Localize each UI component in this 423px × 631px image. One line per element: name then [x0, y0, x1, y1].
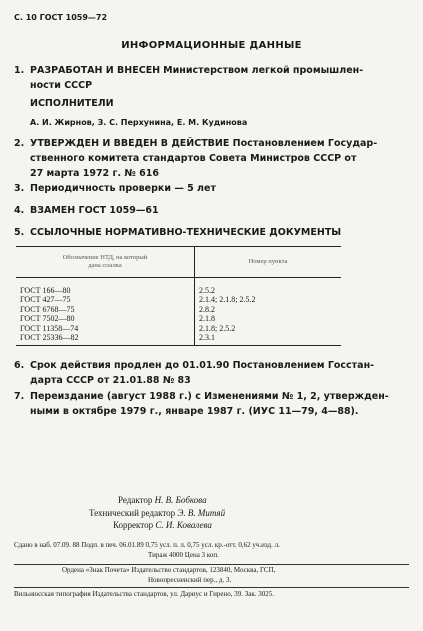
page-title: ИНФОРМАЦИОННЫЕ ДАННЫЕ: [121, 40, 302, 51]
item-number: 6.: [14, 360, 25, 371]
item-number: 7.: [14, 391, 25, 402]
table-header-clause: Номер пункта: [195, 247, 342, 278]
imprint-line: Сдано в наб. 07.09. 88 Подп. в печ. 06.01.89 0,75 усл. п. л. 0,75 усл. кр.-отт. 0,62 уч.изд. л.: [14, 541, 280, 549]
item-7-line2: ными в октябре 1979 г., январе 1987 г. (ИУС 11—79, 4—88).: [30, 406, 359, 417]
header-text: дана ссылка: [88, 262, 122, 269]
tech-editor-role: Технический редактор: [89, 507, 176, 518]
item-4-text: ВЗАМЕН ГОСТ 1059—61: [30, 205, 159, 216]
doc-cell: ГОСТ 6768—75: [16, 305, 195, 314]
item-2-line2: ственного комитета стандартов Совета Министров СССР от: [30, 153, 357, 164]
clause-cell: 2.1.4; 2.1.8; 2.5.2: [199, 295, 256, 305]
item-2-line1: Постановлением Государ-: [232, 138, 378, 149]
clause-cell: 2.1.8: [199, 314, 215, 324]
imprint-line: Тираж 4000 Цена 3 коп.: [148, 551, 219, 559]
table-row: [16, 305, 341, 314]
doc-cell: ГОСТ 7502—80: [16, 314, 195, 323]
item-number: 2.: [14, 138, 25, 149]
staff-credits: [89, 494, 226, 532]
table-row: [16, 314, 341, 323]
doc-cell: ГОСТ 25336—82: [16, 333, 195, 346]
editor-role: Редактор: [118, 495, 153, 505]
imprint-line: Новопресненский пер., д. 3.: [148, 576, 232, 584]
item-6-text: [30, 358, 374, 388]
item-6-line1: Срок действия продлен до 01.01.90 Постановлением Госстан-: [30, 360, 375, 371]
divider: [14, 587, 409, 588]
header-text: Обозначение НТД, на который: [62, 254, 148, 261]
item-number: 4.: [14, 205, 25, 216]
table-header-document: [16, 247, 195, 278]
item-7-line1: Переиздание (август 1988 г.) с Изменениями № 1, 2, утвержден-: [30, 391, 389, 402]
item-1-heading: РАЗРАБОТАН И ВНЕСЕН: [30, 65, 161, 76]
corrector-role: Корректор: [113, 520, 154, 530]
item-5-text: ССЫЛОЧНЫЕ НОРМАТИВНО-ТЕХНИЧЕСКИЕ ДОКУМЕНТЫ: [30, 227, 342, 238]
item-number: 1.: [14, 65, 25, 76]
clause-cell: 2.3.1: [195, 333, 342, 346]
item-7-text: [30, 389, 389, 419]
tech-editor-name: Э. В. Митяй: [177, 507, 226, 518]
item-number: 5.: [14, 227, 25, 238]
page-header: С. 10 ГОСТ 1059—72: [14, 13, 108, 22]
imprint-line: Ордена «Знак Почета» Издательство стандартов, 123840, Москва, ГСП,: [62, 566, 276, 574]
item-1-line1: Министерством легкой промышлен-: [163, 65, 364, 76]
table-row: [16, 324, 341, 333]
clause-cell: 2.5.2: [199, 286, 215, 295]
clause-cell: 2.8.2: [199, 304, 215, 314]
item-2-text: [30, 136, 377, 181]
item-1-text: [30, 63, 363, 93]
reference-table: [16, 246, 341, 346]
doc-cell: ГОСТ 427—75: [16, 295, 195, 304]
table-row: [16, 295, 341, 304]
executors-heading: ИСПОЛНИТЕЛИ: [30, 98, 114, 109]
item-number: 3.: [14, 183, 25, 194]
table-row: [16, 333, 341, 346]
corrector-name: С. И. Ковалева: [155, 520, 212, 530]
doc-cell: ГОСТ 166—80: [16, 278, 195, 296]
item-2-heading: УТВЕРЖДЕН И ВВЕДЕН В ДЕЙСТВИЕ: [30, 138, 230, 149]
item-6-line2: дарта СССР от 21.01.88 № 83: [30, 375, 191, 386]
executors-names: А. И. Жирнов, З. С. Перхунина, Е. М. Кудинова: [30, 118, 248, 127]
editor-name: Н. В. Бобкова: [154, 495, 207, 505]
table-row: [16, 278, 341, 296]
item-2-line3: 27 марта 1972 г. № 616: [30, 168, 159, 179]
item-1-line2: ности СССР: [30, 80, 93, 91]
divider: [14, 564, 409, 565]
item-1: [14, 63, 24, 78]
imprint-line: Вильнюсская типография Издательства стандартов, ул. Дариус и Гирено, 39. Зак. 3025.: [14, 590, 274, 598]
clause-cell: 2.1.8; 2.5.2: [199, 323, 236, 333]
doc-cell: ГОСТ 11358—74: [16, 324, 195, 333]
item-3-text: Периодичность проверки — 5 лет: [30, 183, 216, 194]
